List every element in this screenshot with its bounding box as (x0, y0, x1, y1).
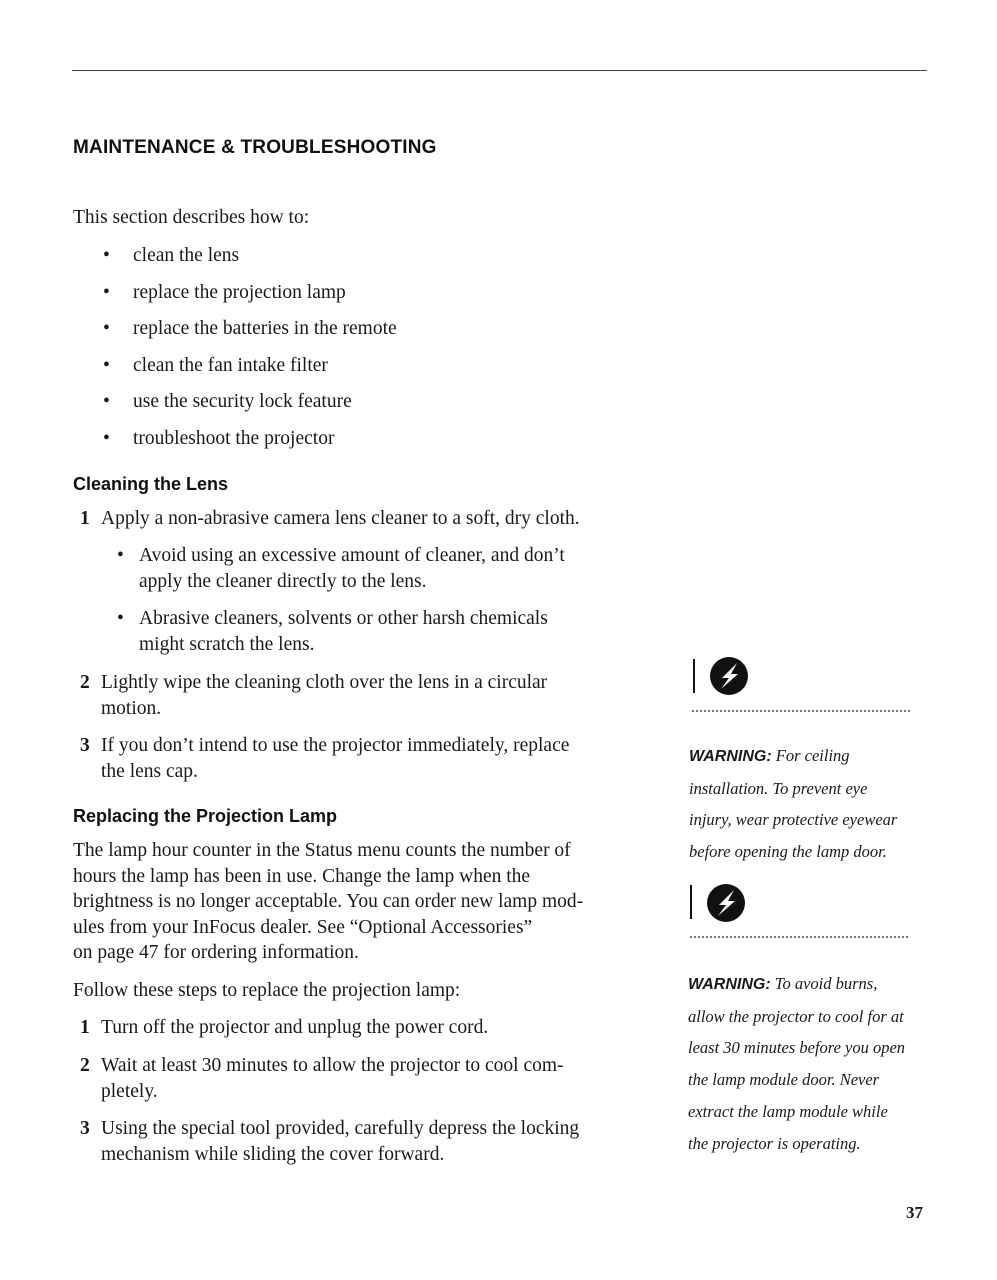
warning-label: WARNING: (688, 976, 771, 993)
warning-note-burns (688, 968, 928, 1159)
step-text: Using the special tool provided, carefully depress the locking (101, 1118, 580, 1139)
topic-item: • troubleshoot the projector (103, 428, 397, 465)
note-line: Avoid using an excessive amount of cleaner, and don’t (139, 545, 565, 566)
warning-line: before opening the lamp door. (689, 842, 887, 862)
warning-divider (690, 936, 908, 938)
warning-line: For ceiling (775, 746, 850, 765)
warning-line: the projector is operating. (688, 1133, 861, 1153)
paragraph-line: on page 47 for ordering information. (73, 942, 359, 963)
topic-item: • replace the projection lamp (103, 282, 397, 319)
topic-item: • replace the batteries in the remote (103, 318, 397, 355)
paragraph-line: ules from your InFocus dealer. See “Optional Accessories” (73, 916, 533, 938)
lamp-heading: Replacing the Projection Lamp (73, 806, 338, 826)
step-number: 1 (80, 508, 90, 529)
step-text: mechanism while sliding the cover forward. (101, 1143, 445, 1165)
page-number: 37 (906, 1203, 923, 1222)
warning-label: WARNING: (689, 748, 772, 765)
warning-line: least 30 minutes before you open (688, 1038, 906, 1058)
section-title: MAINTENANCE & TROUBLESHOOTING (73, 137, 437, 158)
topic-item: • use the security lock feature (103, 391, 397, 428)
step-number: 3 (80, 735, 90, 756)
lamp-step-1 (80, 1015, 650, 1041)
paragraph-line: The lamp hour counter in the Status menu counts the number of (73, 840, 571, 861)
step-text: If you don’t intend to use the projector immediately, replace (101, 735, 570, 756)
step-text: Turn off the projector and unplug the power cord. (101, 1017, 489, 1038)
warning-line: To avoid burns, (774, 974, 878, 993)
bullet-dot: • (117, 608, 124, 629)
step-text: Lightly wipe the cleaning cloth over the lens in a circular (101, 672, 548, 693)
cleaning-note-1 (117, 543, 637, 594)
warning-marker-bar (693, 659, 695, 693)
header-rule (72, 70, 927, 71)
step-number: 2 (80, 672, 90, 693)
bullet-dot: • (117, 545, 124, 566)
lamp-paragraph (73, 838, 583, 966)
warning-bolt-icon (709, 656, 749, 696)
paragraph-line: brightness is no longer acceptable. You can order new lamp mod- (73, 891, 584, 912)
warning-divider (692, 710, 910, 712)
step-text: the lens cap. (101, 760, 198, 782)
step-text: pletely. (101, 1080, 158, 1102)
cleaning-step-3 (80, 733, 650, 784)
warning-marker-bar (690, 885, 692, 919)
warning-line: allow the projector to cool for at (688, 1006, 904, 1026)
warning-line: the lamp module door. Never (688, 1070, 880, 1090)
topic-item: • clean the fan intake filter (103, 355, 397, 392)
lamp-step-2 (80, 1053, 650, 1104)
note-line: Abrasive cleaners, solvents or other harsh chemicals (139, 608, 548, 629)
note-line: apply the cleaner directly to the lens. (139, 570, 427, 592)
intro-text: This section describes how to: (73, 207, 310, 228)
warning-bolt-icon (706, 883, 746, 923)
warning-note-ceiling (689, 740, 929, 868)
cleaning-heading: Cleaning the Lens (73, 474, 229, 494)
step-number: 3 (80, 1118, 90, 1139)
topic-item: • clean the lens (103, 245, 397, 282)
cleaning-step-2 (80, 670, 650, 721)
topic-list (103, 245, 397, 465)
step-number: 2 (80, 1055, 90, 1076)
cleaning-note-2 (117, 606, 637, 657)
warning-line: extract the lamp module while (688, 1101, 888, 1121)
step-text: Wait at least 30 minutes to allow the projector to cool com- (101, 1055, 564, 1076)
note-line: might scratch the lens. (139, 633, 315, 655)
cleaning-step-1 (80, 506, 650, 532)
warning-line: installation. To prevent eye (689, 778, 868, 798)
paragraph-line: hours the lamp has been in use. Change the lamp when the (73, 865, 531, 887)
lamp-step-3 (80, 1116, 650, 1167)
step-text: motion. (101, 697, 162, 719)
lamp-follow-text: Follow these steps to replace the projection lamp: (73, 980, 461, 1001)
step-number: 1 (80, 1017, 90, 1038)
warning-line: injury, wear protective eyewear (689, 810, 898, 830)
step-text: Apply a non-abrasive camera lens cleaner to a soft, dry cloth. (101, 508, 580, 529)
